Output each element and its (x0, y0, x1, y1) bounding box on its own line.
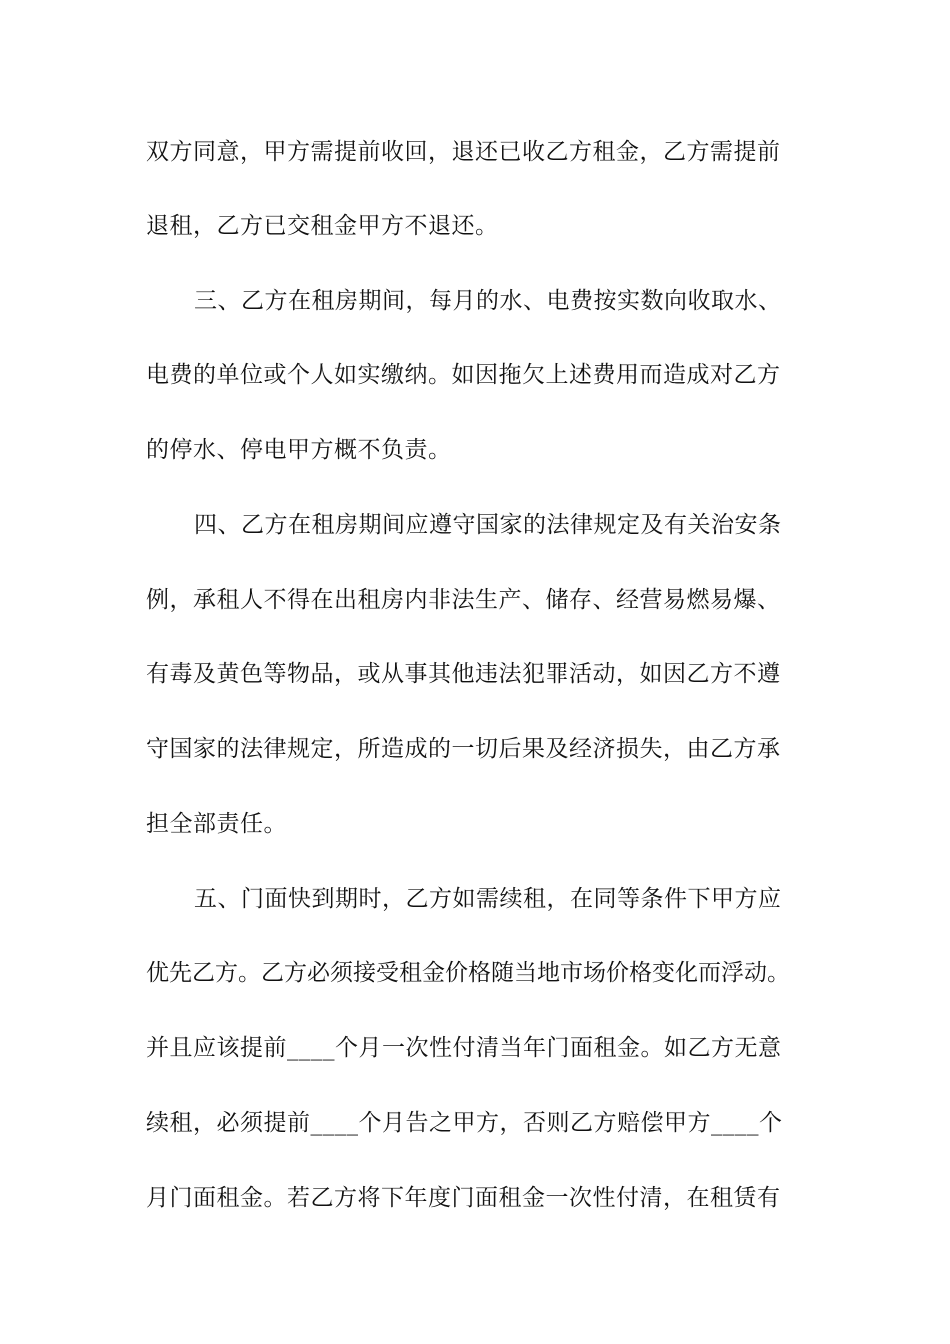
paragraph-line: 三、乙方在租房期间，每月的水、电费按实数向收取水、 (194, 288, 782, 314)
paragraph-line: 五、门面快到期时，乙方如需续租，在同等条件下甲方应 (194, 886, 782, 912)
paragraph-line: 有毒及黄色等物品，或从事其他违法犯罪活动，如因乙方不遵 (146, 661, 781, 687)
paragraph-line: 守国家的法律规定，所造成的一切后果及经济损失，由乙方承 (146, 736, 781, 762)
paragraph-line: 退租，乙方已交租金甲方不退还。 (146, 213, 499, 239)
paragraph-line: 的停水、停电甲方概不负责。 (146, 437, 452, 463)
paragraph-line: 例，承租人不得在出租房内非法生产、储存、经营易燃易爆、 (146, 587, 781, 613)
paragraph-line: 担全部责任。 (146, 811, 287, 837)
paragraph-line: 四、乙方在租房期间应遵守国家的法律规定及有关治安条 (194, 512, 782, 538)
paragraph-line: 优先乙方。乙方必须接受租金价格随当地市场价格变化而浮动。 (146, 960, 790, 986)
paragraph-line: 电费的单位或个人如实缴纳。如因拖欠上述费用而造成对乙方 (146, 362, 781, 388)
paragraph-line: 月门面租金。若乙方将下年度门面租金一次性付清，在租赁有 (146, 1185, 781, 1211)
paragraph-line: 双方同意，甲方需提前收回，退还已收乙方租金，乙方需提前 (146, 139, 781, 165)
paragraph-line: 续租，必须提前____个月告之甲方，否则乙方赔偿甲方____个 (146, 1110, 783, 1136)
paragraph-line: 并且应该提前____个月一次性付清当年门面租金。如乙方无意 (146, 1035, 782, 1061)
